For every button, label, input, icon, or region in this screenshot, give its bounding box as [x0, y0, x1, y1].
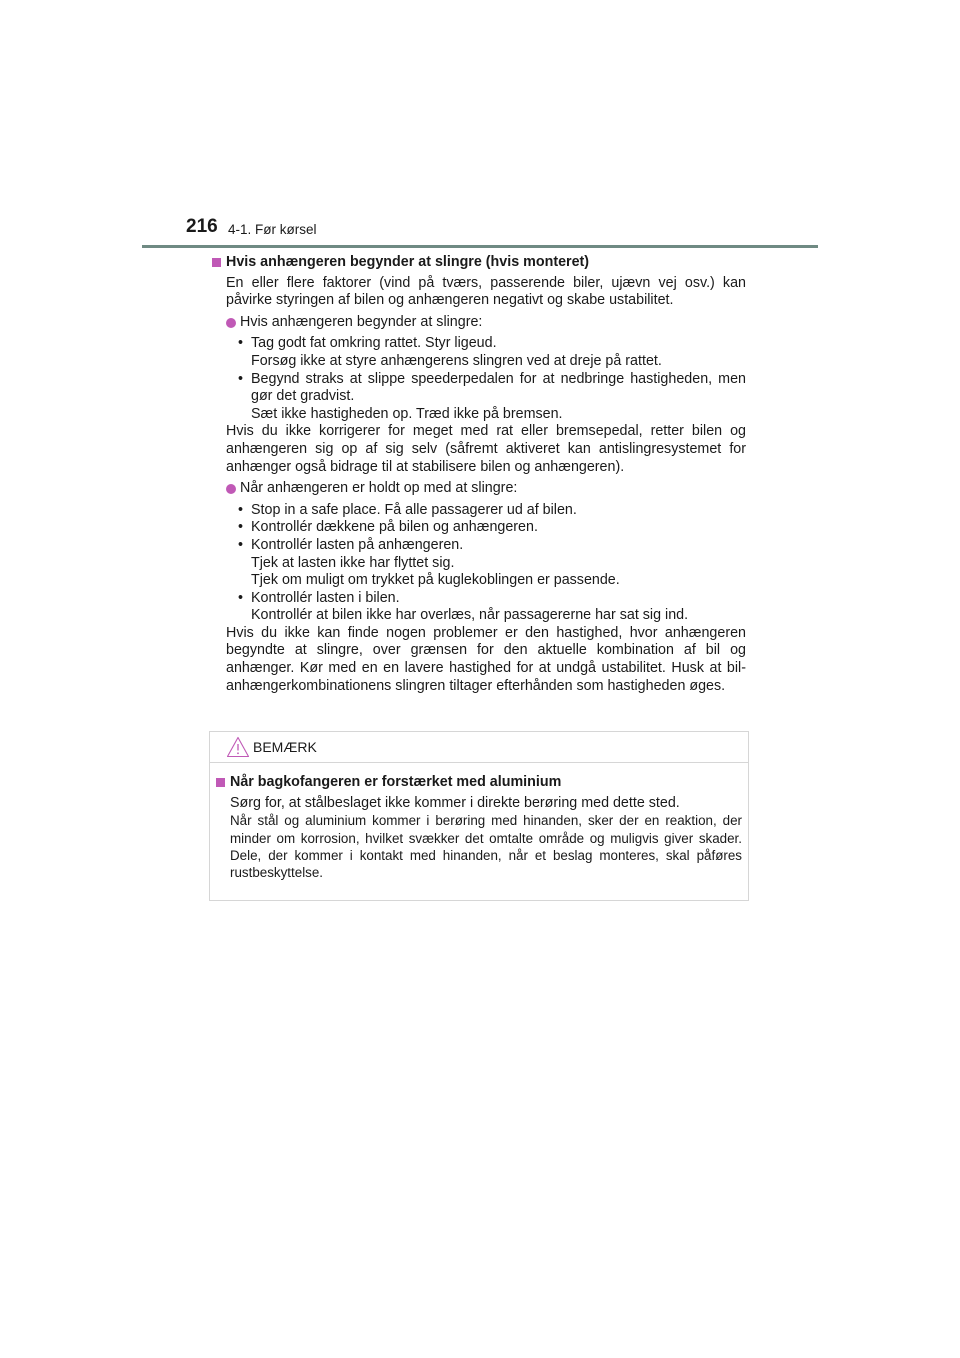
section-heading-text: Hvis anhængeren begynder at slingre (hvis monteret): [226, 254, 590, 270]
after-paragraph-2: Hvis du ikke kan finde nogen problemer er den hastighed, hvor anhængeren begyndte at slingre, over grænsen for den aktuelle kombination af bil og anhænger. Kør med en en lavere hastighed for at undgå ustabilitet. Husk at bil-anhængerkombinationens slingren tiltager efterhånden som hastigheden øges.: [226, 624, 746, 694]
list-item: [238, 502, 746, 520]
bullet-list-2: [238, 502, 746, 625]
list-item-subtext: Tjek om muligt om trykket på kuglekoblingen er passende.: [251, 572, 620, 589]
bullet-heading-2: [226, 480, 746, 498]
list-item-text: Kontrollér lasten i bilen.: [251, 589, 400, 606]
list-item-subtext: Sæt ikke hastigheden op. Træd ikke på bremsen.: [251, 405, 563, 422]
intro-paragraph: En eller flere faktorer (vind på tværs, passerende biler, ujævn vej osv.) kan påvirke styringen af bilen og anhængeren negativt og skabe ustabilitet.: [226, 274, 746, 309]
notice-line-2: Når stål og aluminium kommer i berøring med hinanden, sker der en reaktion, der minder om korrosion, hvilket svækker det omtalte område og muligvis giver skader. Dele, der kommer i kontakt med hinanden, når et beslag monteres, skal påføres rustbeskyttelse.: [230, 813, 742, 881]
list-item-text: Stop in a safe place. Få alle passagerer ud af bilen.: [251, 501, 577, 518]
notice-box: [209, 731, 749, 901]
list-item-subtext: Forsøg ikke at styre anhængerens slingren ved at dreje på rattet.: [251, 352, 662, 369]
list-item-text: Kontrollér lasten på anhængeren.: [251, 536, 464, 553]
bullet-heading-2-text: Når anhængeren er holdt op med at slingre:: [240, 480, 518, 497]
section-title: 4-1. Før kørsel: [228, 222, 317, 237]
list-item-subtext: Tjek at lasten ikke har flyttet sig.: [251, 554, 455, 571]
after-paragraph-1: Hvis du ikke korrigerer for meget med rat eller bremsepedal, retter bilen og anhængeren sig op af sig selv (såfremt aktiveret kan antislingresystemet for anhænger også bidrage til at stabilisere bilen og anhængeren).: [226, 423, 746, 475]
notice-heading-text: Når bagkofangeren er forstærket med aluminium: [230, 774, 562, 790]
circle-bullet-icon: [226, 318, 236, 328]
notice-header: [210, 732, 748, 763]
list-item: [238, 590, 746, 625]
list-item-subtext: Kontrollér at bilen ikke har overlæs, når passagererne har sat sig ind.: [251, 607, 689, 624]
square-bullet-icon: [216, 778, 225, 787]
section-heading: [210, 254, 746, 272]
list-item: [238, 335, 746, 370]
notice-body: [214, 774, 742, 882]
list-item: [238, 519, 746, 537]
notice-line-1: Sørg for, at stålbeslaget ikke kommer i direkte berøring med dette sted.: [230, 794, 680, 811]
list-item-text: Kontrollér dækkene på bilen og anhængeren.: [251, 519, 538, 536]
notice-heading: [214, 774, 742, 792]
bullet-heading-1: [226, 314, 746, 332]
page-header: [186, 212, 818, 246]
circle-bullet-icon: [226, 484, 236, 494]
list-item-text: Tag godt fat omkring rattet. Styr ligeud.: [251, 335, 497, 352]
notice-label: BEMÆRK: [253, 739, 317, 755]
list-item: [238, 537, 746, 590]
square-bullet-icon: [212, 258, 221, 267]
warning-triangle-icon: [226, 736, 250, 758]
bullet-list-1: [238, 335, 746, 423]
main-content: [210, 254, 746, 698]
list-item-text: Begynd straks at slippe speederpedalen for at nedbringe hastigheden, men gør det gradvist.: [251, 370, 746, 405]
list-item: [238, 371, 746, 424]
bullet-heading-1-text: Hvis anhængeren begynder at slingre:: [240, 313, 483, 330]
page-number: 216: [186, 216, 218, 237]
header-rule: [142, 245, 818, 248]
